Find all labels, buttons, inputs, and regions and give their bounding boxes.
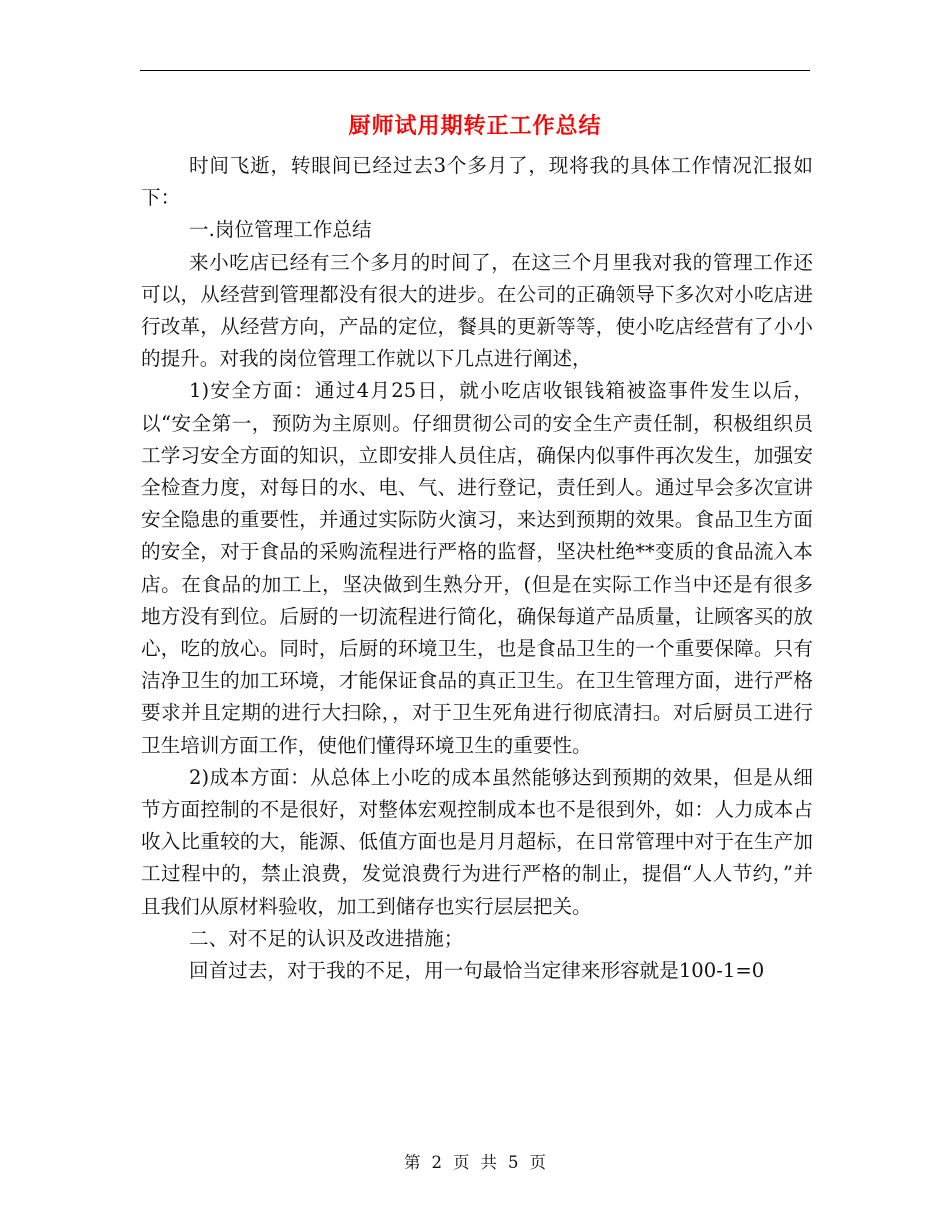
header-rule [140,70,810,71]
management-paragraph: 来小吃店已经有三个多月的时间了，在这三个月里我对我的管理工作还可以，从经营到管理都没有很大的进步。在公司的正确领导下多次对小吃店进行改革，从经营方向，产品的定位，餐具的更新等等，使小吃店经营有了小小的提升。对我的岗位管理工作就以下几点进行阐述， [141,250,813,371]
section-heading-1: 一.岗位管理工作总结 [189,218,372,242]
page-footer: 第 2 页 共 5 页 [403,1153,547,1172]
cost-paragraph: 2)成本方面：从总体上小吃的成本虽然能够达到预期的效果，但是从细节方面控制的不是很好，对整体宏观控制成本也不是很到外，如：人力成本占收入比重较的大，能源、低值方面也是月月超标，在日常管理中对于在生产加工过程中的，禁止浪费，发觉浪费行为进行严格的制止，提倡“人人节约，”并且我们从原材料验收，加工到储存也实行层层把关。 [141,765,813,918]
safety-paragraph: 1)安全方面：通过4月25日，就小吃店收银钱箱被盗事件发生以后，以“安全第一，预防为主原则。仔细贯彻公司的安全生产责任制，积极组织员工学习安全方面的知识，立即安排人员住店，确保内似事件再次发生，加强安全检查力度，对每日的水、电、气、进行登记，责任到人。通过早会多次宣讲安全隐患的重要性，并通过实际防火演习，来达到预期的效果。食品卫生方面的安全，对于食品的采购流程进行严格的监督，坚决杜绝**变质的食品流入本店。在食品的加工上，坚决做到生熟分开，(但是在实际工作当中还是有很多地方没有到位。后厨的一切流程进行简化，确保每道产品质量，让顾客买的放心，吃的放心。同时，后厨的环境卫生，也是食品卫生的一个重要保障。只有洁净卫生的加工环境，才能保证食品的真正卫生。在卫生管理方面，进行严格要求并且定期的进行大扫除，，对于卫生死角进行彻底清扫。对后厨员工进行卫生培训方面工作，使他们懂得环境卫生的重要性。 [141,379,813,757]
document-title: 厨师试用期转正工作总结 [348,113,602,139]
section-heading-2: 二、对不足的认识及改进措施； [189,926,464,950]
intro-paragraph: 时间飞逝，转眼间已经过去3个多月了，现将我的具体工作情况汇报如下： [141,154,813,210]
review-paragraph: 回首过去，对于我的不足，用一句最恰当定律来形容就是100-1=0 [189,959,765,983]
document-body [141,150,813,987]
